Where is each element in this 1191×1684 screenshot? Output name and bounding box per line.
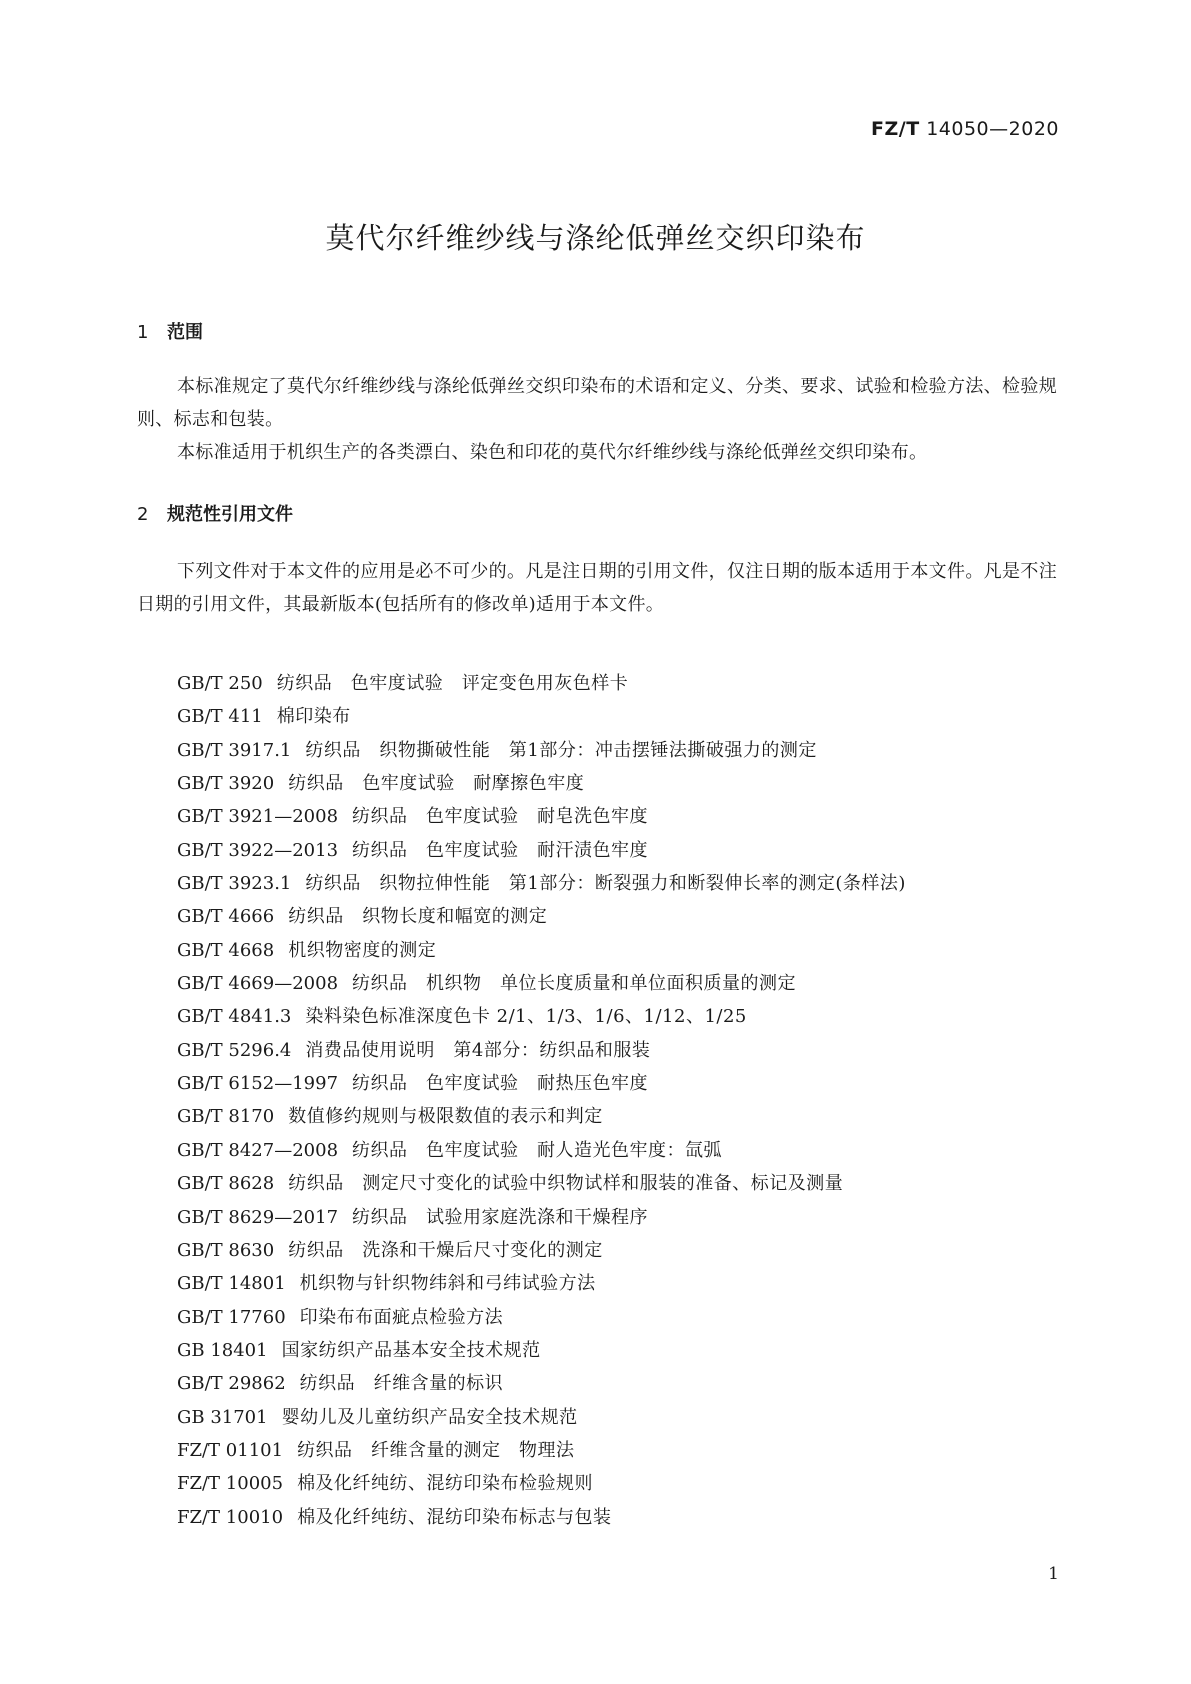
reference-title: 纺织品 机织物 单位长度质量和单位面积质量的测定 (352, 973, 797, 995)
reference-title: 纺织品 色牢度试验 耐热压色牢度 (352, 1073, 649, 1095)
reference-title: 棉及化纤纯纺、混纺印染布标志与包装 (297, 1506, 612, 1528)
reference-code: GB 31701 (177, 1406, 268, 1428)
section-heading-scope (137, 318, 203, 344)
reference-code: GB/T 8427—2008 (177, 1139, 339, 1161)
normative-reference-list (177, 667, 906, 1534)
reference-title: 纺织品 织物拉伸性能 第1部分：断裂强力和断裂伸长率的测定(条样法) (305, 873, 906, 895)
reference-code: GB/T 8628 (177, 1173, 275, 1195)
reference-code: GB/T 29862 (177, 1373, 286, 1395)
reference-title: 纺织品 试验用家庭洗涤和干燥程序 (352, 1206, 649, 1228)
reference-title: 纺织品 色牢度试验 耐皂洗色牢度 (352, 806, 649, 828)
section-title: 范围 (167, 322, 203, 343)
reference-code: GB/T 17760 (177, 1306, 286, 1328)
reference-item (177, 1167, 906, 1200)
reference-code: GB/T 4666 (177, 906, 275, 928)
standard-code-header (871, 118, 1059, 140)
section-number: 2 (137, 504, 149, 525)
reference-code: GB/T 6152—1997 (177, 1073, 339, 1095)
reference-code: FZ/T 10005 (177, 1473, 284, 1495)
reference-item (177, 1301, 906, 1334)
reference-item (177, 1267, 906, 1300)
reference-item (177, 700, 906, 733)
reference-title: 机织物与针织物纬斜和弓纬试验方法 (299, 1273, 596, 1295)
reference-title: 纺织品 测定尺寸变化的试验中织物试样和服装的准备、标记及测量 (288, 1173, 844, 1195)
reference-code: GB/T 8630 (177, 1239, 275, 1261)
standard-code-prefix: FZ/T (871, 118, 920, 140)
reference-title: 纺织品 织物撕破性能 第1部分：冲击摆锤法撕破强力的测定 (305, 739, 817, 761)
reference-code: GB/T 3922—2013 (177, 839, 339, 861)
reference-item (177, 1434, 906, 1467)
reference-item (177, 867, 906, 900)
page-number: 1 (1048, 1564, 1059, 1584)
reference-code: GB/T 3917.1 (177, 739, 292, 761)
reference-item (177, 1467, 906, 1500)
reference-title: 纺织品 纤维含量的测定 物理法 (297, 1439, 575, 1461)
reference-item (177, 667, 906, 700)
reference-code: GB/T 8170 (177, 1106, 275, 1128)
reference-title: 机织物密度的测定 (288, 939, 437, 961)
reference-code: FZ/T 01101 (177, 1439, 284, 1461)
reference-item (177, 1401, 906, 1434)
reference-title: 纺织品 织物长度和幅宽的测定 (288, 906, 548, 928)
section-number: 1 (137, 322, 149, 343)
references-intro-paragraph: 下列文件对于本文件的应用是必不可少的。凡是注日期的引用文件，仅注日期的版本适用于本文件。凡是不注日期的引用文件，其最新版本(包括所有的修改单)适用于本文件。 (137, 561, 1057, 615)
reference-code: GB 18401 (177, 1339, 268, 1361)
reference-code: GB/T 3923.1 (177, 873, 292, 895)
reference-item (177, 834, 906, 867)
reference-item (177, 1100, 906, 1133)
reference-item (177, 1067, 906, 1100)
reference-title: 婴幼儿及儿童纺织产品安全技术规范 (281, 1406, 578, 1428)
section-heading-normative-references (137, 500, 293, 526)
standard-code-number: 14050—2020 (926, 118, 1059, 140)
reference-item (177, 1134, 906, 1167)
reference-item (177, 934, 906, 967)
reference-title: 纺织品 纤维含量的标识 (299, 1373, 504, 1395)
reference-title: 棉印染布 (276, 706, 351, 728)
reference-item (177, 967, 906, 1000)
reference-item (177, 767, 906, 800)
reference-item (177, 900, 906, 933)
reference-title: 数值修约规则与极限数值的表示和判定 (288, 1106, 603, 1128)
reference-code: GB/T 3921—2008 (177, 806, 339, 828)
reference-item (177, 800, 906, 833)
reference-title: 纺织品 色牢度试验 耐人造光色牢度：氙弧 (352, 1139, 723, 1161)
reference-code: GB/T 3920 (177, 773, 275, 795)
reference-code: GB/T 4668 (177, 939, 275, 961)
reference-code: GB/T 250 (177, 673, 263, 694)
reference-item (177, 1000, 906, 1033)
reference-code: GB/T 411 (177, 706, 263, 728)
reference-item (177, 1367, 906, 1400)
scope-paragraph-1: 本标准规定了莫代尔纤维纱线与涤纶低弹丝交织印染布的术语和定义、分类、要求、试验和检验方法、检验规则、标志和包装。 (137, 376, 1057, 430)
reference-title: 棉及化纤纯纺、混纺印染布检验规则 (297, 1473, 594, 1495)
reference-item (177, 1234, 906, 1267)
document-title: 莫代尔纤维纱线与涤纶低弹丝交织印染布 (325, 221, 866, 255)
reference-code: GB/T 8629—2017 (177, 1206, 339, 1228)
reference-item (177, 1034, 906, 1067)
reference-title: 纺织品 色牢度试验 耐摩擦色牢度 (288, 773, 585, 795)
reference-item (177, 1201, 906, 1234)
reference-item (177, 1501, 906, 1534)
reference-title: 纺织品 色牢度试验 评定变色用灰色样卡 (276, 673, 629, 694)
reference-code: FZ/T 10010 (177, 1506, 284, 1528)
reference-code: GB/T 5296.4 (177, 1039, 292, 1061)
reference-code: GB/T 14801 (177, 1273, 286, 1295)
reference-item (177, 734, 906, 767)
reference-code: GB/T 4669—2008 (177, 973, 339, 995)
reference-code: GB/T 4841.3 (177, 1006, 292, 1028)
reference-title: 消费品使用说明 第4部分：纺织品和服装 (305, 1039, 651, 1061)
reference-title: 印染布布面疵点检验方法 (299, 1306, 504, 1328)
reference-title: 纺织品 色牢度试验 耐汗渍色牢度 (352, 839, 649, 861)
reference-title: 染料染色标准深度色卡 2/1、1/3、1/6、1/12、1/25 (305, 1006, 747, 1028)
scope-paragraph-2: 本标准适用于机织生产的各类漂白、染色和印花的莫代尔纤维纱线与涤纶低弹丝交织印染布。 (177, 442, 928, 463)
reference-title: 纺织品 洗涤和干燥后尺寸变化的测定 (288, 1239, 603, 1261)
reference-title: 国家纺织产品基本安全技术规范 (281, 1339, 541, 1361)
section-title: 规范性引用文件 (167, 504, 293, 525)
reference-item (177, 1334, 906, 1367)
